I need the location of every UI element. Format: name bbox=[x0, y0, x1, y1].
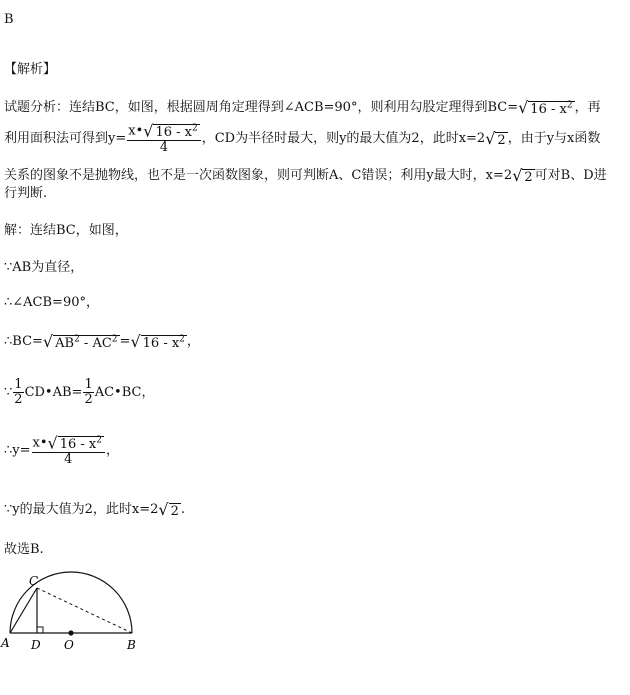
solution-step-4: ∵ $\frac{1}{2}$ CD•AB= $\frac{1}{2}$ AC•BC， bbox=[4, 377, 155, 407]
label-a: A bbox=[1, 636, 10, 650]
label-o: O bbox=[64, 638, 74, 652]
semicircle-figure bbox=[0, 570, 150, 652]
analysis-line-3: 关系的图象不是抛物线，也不是一次函数图象，则可判断A、C错误；利用y最大时，x=2√ 2 可对B、D进 bbox=[4, 166, 607, 185]
center-point-o bbox=[68, 630, 73, 635]
label-d: D bbox=[31, 638, 41, 652]
solution-step-5: ∴y= $\frac{x•√ 16 - x^2}{4}$ ， bbox=[4, 433, 119, 468]
chord-bc-dashed bbox=[37, 588, 132, 633]
solution-step-3: ∴BC=√ $AB^2 - AC^2$ =√ $16 - x^2$ ， bbox=[4, 332, 200, 351]
analysis-line-4: 行判断. bbox=[4, 186, 48, 201]
analysis-line-2: 利用面积法可得到y= $\frac{x•√ 16 - x^2}{4}$ ，CD为半径时最大，则y的最大值为2，此时x=2√ 2 ，由于y与x函数 bbox=[4, 121, 601, 156]
label-c: C bbox=[29, 574, 39, 588]
section-title: 【解析】 bbox=[4, 62, 57, 77]
solution-step-2: ∴∠ACB=90°， bbox=[4, 295, 99, 310]
solution-step-1: ∵AB为直径， bbox=[4, 260, 84, 275]
answer: B bbox=[4, 12, 14, 27]
solution-intro: 解：连结BC，如图， bbox=[4, 223, 128, 238]
label-b: B bbox=[127, 638, 136, 652]
solution-step-6: ∵y的最大值为2，此时x=2√ 2 . bbox=[4, 500, 186, 519]
right-angle-mark bbox=[37, 627, 43, 633]
conclusion: 故选B. bbox=[4, 542, 44, 557]
analysis-line-1: 试题分析：连结BC，如图，根据圆周角定理得到∠ACB=90°，则利用勾股定理得到BC=√ $16 - x^2$ ，再 bbox=[4, 98, 601, 117]
